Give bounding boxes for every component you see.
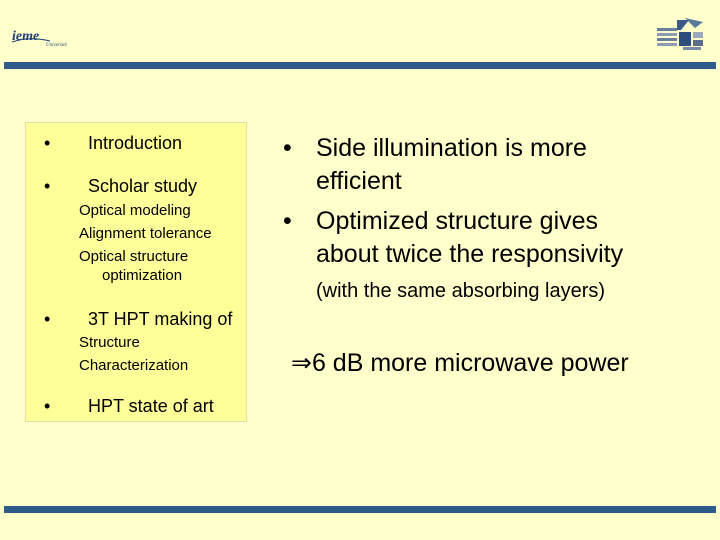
logo-subtext: Université (46, 43, 67, 48)
outline-subitem: Optical modeling (79, 202, 191, 219)
bullet: • (44, 176, 51, 196)
footer-rule (4, 506, 716, 513)
bullet-line: Optimized structure gives (316, 207, 599, 235)
bullet: • (283, 134, 292, 162)
outline-item-label: HPT state of art (88, 396, 214, 416)
outline-subitem: Optical structure (79, 248, 189, 265)
conclusion-text: ⇒6 dB more microwave power (291, 349, 629, 377)
outline-item-label: Introduction (88, 133, 183, 153)
bullet: • (283, 207, 292, 235)
outline-item-label: 3T HPT making of (88, 309, 233, 329)
outline-subitem: Characterization (79, 357, 189, 374)
bullet-line: about twice the responsivity (316, 240, 624, 268)
bullet-text (316, 205, 686, 271)
outline-panel (25, 122, 247, 422)
outline-subitem: Alignment tolerance (79, 225, 212, 242)
outline-subitem: optimization (102, 267, 183, 284)
bullet-line: efficient (316, 167, 402, 195)
header-rule (4, 62, 716, 69)
bullet: • (44, 133, 51, 153)
institution-emblem-icon (655, 16, 707, 52)
university-logo (10, 26, 80, 48)
logo-text: ieme (12, 29, 40, 44)
bullet-text (316, 132, 686, 198)
bullet-line: Side illumination is more (316, 134, 587, 162)
outline-subitem: Structure (79, 334, 140, 351)
bullet: • (44, 309, 51, 329)
absorbing-layers-note: (with the same absorbing layers) (316, 280, 606, 302)
bullet: • (44, 396, 51, 416)
outline-item-label: Scholar study (88, 176, 198, 196)
